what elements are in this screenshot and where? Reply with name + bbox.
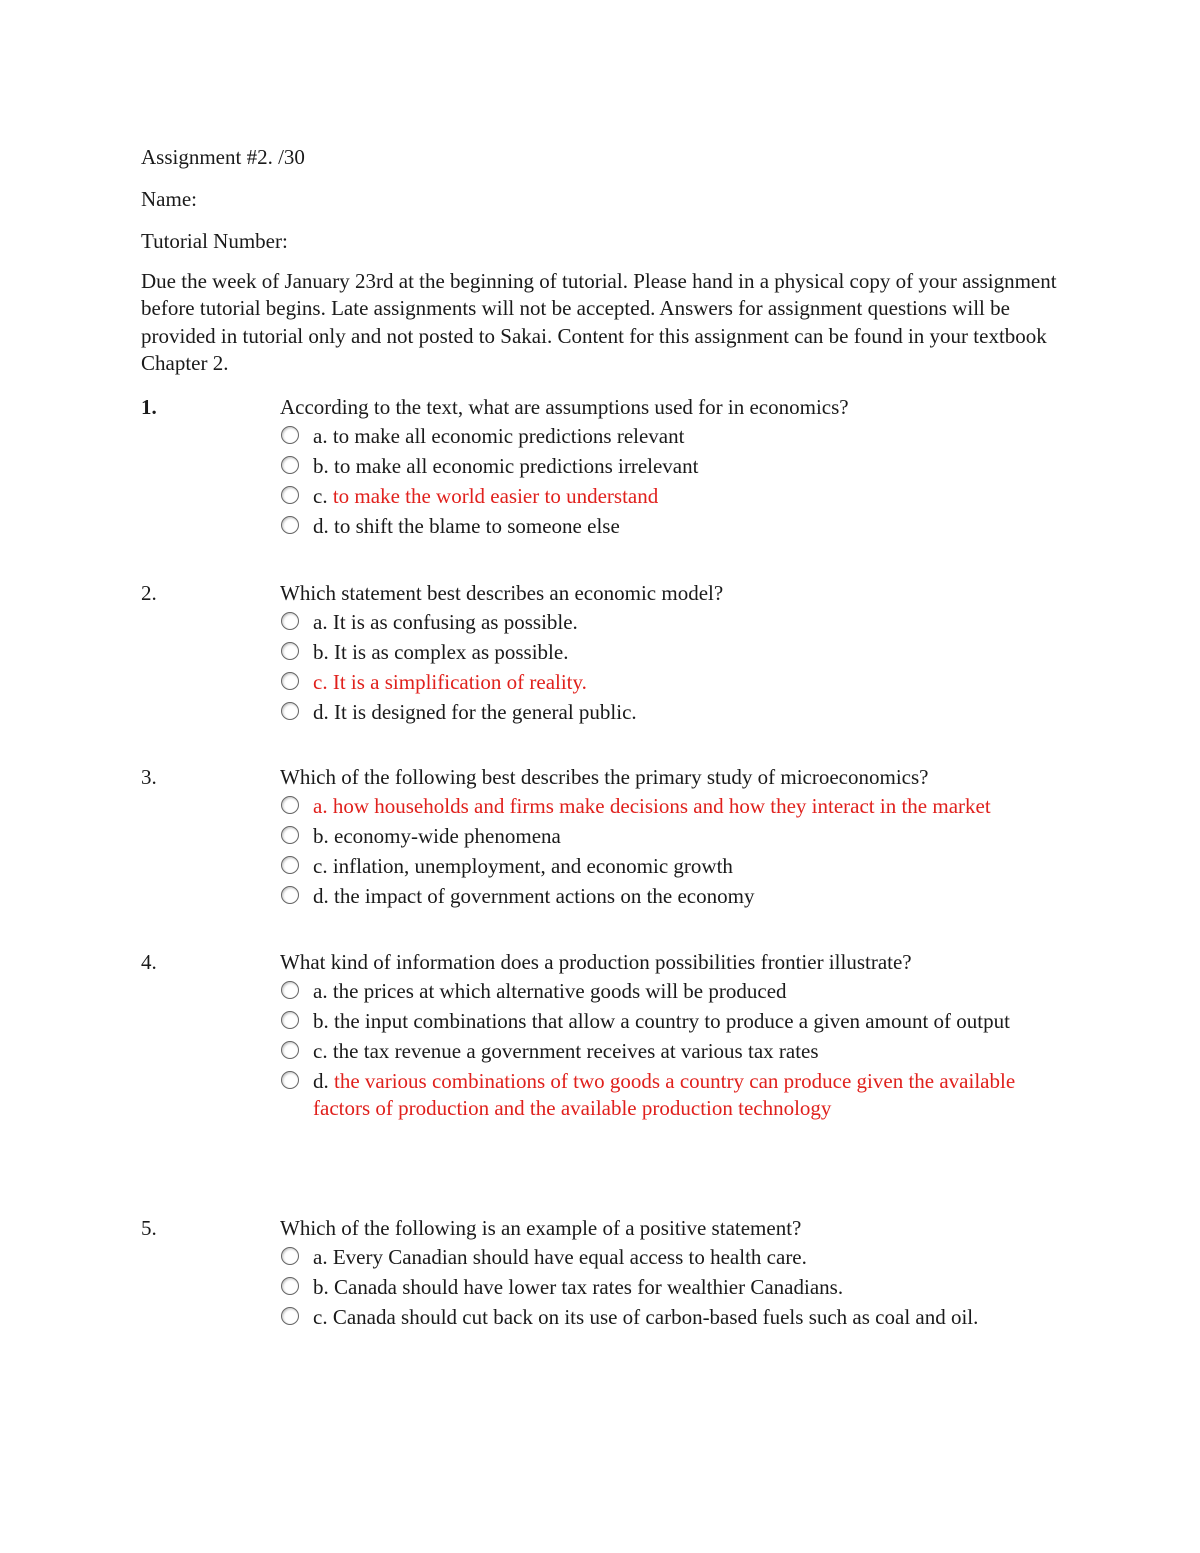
- radio-button[interactable]: [281, 1247, 299, 1265]
- option-text: the prices at which alternative goods will be produced: [332, 978, 787, 1003]
- question-text: Which of the following is an example of a positive statement?: [280, 1215, 802, 1240]
- radio-button[interactable]: [281, 1041, 299, 1059]
- option-a[interactable]: [280, 978, 1033, 1006]
- option-text: to shift the blame to someone else: [334, 514, 620, 539]
- question-2: [141, 579, 1071, 727]
- option-prefix: b.: [313, 1008, 334, 1033]
- question-text: What kind of information does a production possibilities frontier illustrate?: [280, 949, 912, 974]
- option-c[interactable]: [280, 483, 1033, 511]
- radio-button[interactable]: [281, 672, 299, 690]
- option-b[interactable]: [280, 639, 1033, 667]
- question-text: Which of the following best describes the primary study of microeconomics?: [280, 765, 929, 790]
- radio-button[interactable]: [281, 456, 299, 474]
- option-c[interactable]: [280, 1038, 1033, 1066]
- option-c[interactable]: [280, 1304, 1033, 1332]
- assignment-title: Assignment #2. /30: [141, 145, 305, 169]
- assignment-page: [141, 142, 1071, 1334]
- radio-button[interactable]: [281, 856, 299, 874]
- option-text: Every Canadian should have equal access to health care.: [332, 1244, 807, 1269]
- question-text: According to the text, what are assumptions used for in economics?: [280, 395, 849, 420]
- option-prefix: a.: [313, 609, 333, 634]
- option-prefix: a.: [313, 1244, 333, 1269]
- option-prefix: d.: [313, 884, 334, 909]
- option-text: to make all economic predictions irrelevant: [334, 454, 699, 479]
- radio-button[interactable]: [281, 1011, 299, 1029]
- question-number: 4.: [141, 949, 157, 974]
- option-c[interactable]: [280, 669, 1033, 697]
- instructions-paragraph: Due the week of January 23rd at the beginning of tutorial. Please hand in a physical copy of your assignment before tutorial begins. Late assignments will not be accepted. Answers for assignment questions will be provided in tutorial only and not posted to Sakai. Content for this assignment can be found in your textbook Chapter 2.: [141, 269, 1057, 375]
- option-prefix: c.: [313, 669, 333, 694]
- option-prefix: b.: [313, 824, 334, 849]
- option-text: economy-wide phenomena: [334, 824, 561, 849]
- question-4: [141, 948, 1071, 1123]
- question-number: 5.: [141, 1215, 157, 1240]
- question-text: Which statement best describes an economic model?: [280, 580, 724, 605]
- option-prefix: a.: [313, 794, 333, 819]
- radio-button[interactable]: [281, 486, 299, 504]
- question-number: 2.: [141, 580, 157, 605]
- radio-button[interactable]: [281, 981, 299, 999]
- option-prefix: c.: [313, 484, 333, 509]
- option-text: It is as confusing as possible.: [332, 609, 578, 634]
- option-text: It is designed for the general public.: [334, 699, 637, 724]
- radio-button[interactable]: [281, 426, 299, 444]
- option-text: the tax revenue a government receives at various tax rates: [332, 1038, 819, 1063]
- radio-button[interactable]: [281, 1277, 299, 1295]
- option-b[interactable]: [280, 1008, 1033, 1036]
- option-text: the impact of government actions on the economy: [334, 884, 755, 909]
- option-d[interactable]: [280, 883, 1033, 911]
- option-prefix: c.: [313, 1304, 333, 1329]
- radio-button[interactable]: [281, 702, 299, 720]
- option-text-correct: how households and firms make decisions and how they interact in the market: [332, 794, 991, 819]
- tutorial-number-label: Tutorial Number:: [141, 229, 288, 253]
- question-5: [141, 1214, 1071, 1332]
- question-number: 1.: [141, 395, 157, 420]
- question-1: [141, 393, 1071, 541]
- question-3: [141, 763, 1071, 911]
- option-text: inflation, unemployment, and economic growth: [332, 854, 733, 879]
- radio-button[interactable]: [281, 642, 299, 660]
- option-prefix: c.: [313, 854, 333, 879]
- option-prefix: d.: [313, 514, 334, 539]
- option-a[interactable]: [280, 793, 1033, 821]
- option-text: Canada should cut back on its use of carbon-based fuels such as coal and oil.: [332, 1304, 979, 1329]
- option-prefix: b.: [313, 639, 334, 664]
- option-text-correct: It is a simplification of reality.: [332, 669, 587, 694]
- option-prefix: c.: [313, 1038, 333, 1063]
- option-b[interactable]: [280, 453, 1033, 481]
- radio-button[interactable]: [281, 886, 299, 904]
- option-a[interactable]: [280, 1244, 1033, 1272]
- name-label: Name:: [141, 187, 197, 211]
- radio-button[interactable]: [281, 826, 299, 844]
- radio-button[interactable]: [281, 1071, 299, 1089]
- radio-button[interactable]: [281, 516, 299, 534]
- option-text: It is as complex as possible.: [334, 639, 569, 664]
- radio-button[interactable]: [281, 1307, 299, 1325]
- radio-button[interactable]: [281, 796, 299, 814]
- option-b[interactable]: [280, 1274, 1033, 1302]
- option-prefix: d.: [313, 1068, 334, 1093]
- option-text: the input combinations that allow a country to produce a given amount of output: [334, 1008, 1010, 1033]
- option-d[interactable]: [280, 513, 1033, 541]
- option-b[interactable]: [280, 823, 1033, 851]
- option-d[interactable]: [280, 1068, 1033, 1123]
- option-c[interactable]: [280, 853, 1033, 881]
- option-text-correct: the various combinations of two goods a country can produce given the available factors of production and the available production technology: [313, 1068, 1016, 1121]
- option-text: to make all economic predictions relevant: [332, 424, 685, 449]
- option-text-correct: to make the world easier to understand: [332, 484, 659, 509]
- option-d[interactable]: [280, 699, 1033, 727]
- option-prefix: b.: [313, 1274, 334, 1299]
- option-prefix: b.: [313, 454, 334, 479]
- question-number: 3.: [141, 765, 157, 790]
- radio-button[interactable]: [281, 612, 299, 630]
- option-a[interactable]: [280, 609, 1033, 637]
- option-prefix: a.: [313, 978, 333, 1003]
- option-prefix: d.: [313, 699, 334, 724]
- option-a[interactable]: [280, 423, 1033, 451]
- option-text: Canada should have lower tax rates for wealthier Canadians.: [334, 1274, 844, 1299]
- option-prefix: a.: [313, 424, 333, 449]
